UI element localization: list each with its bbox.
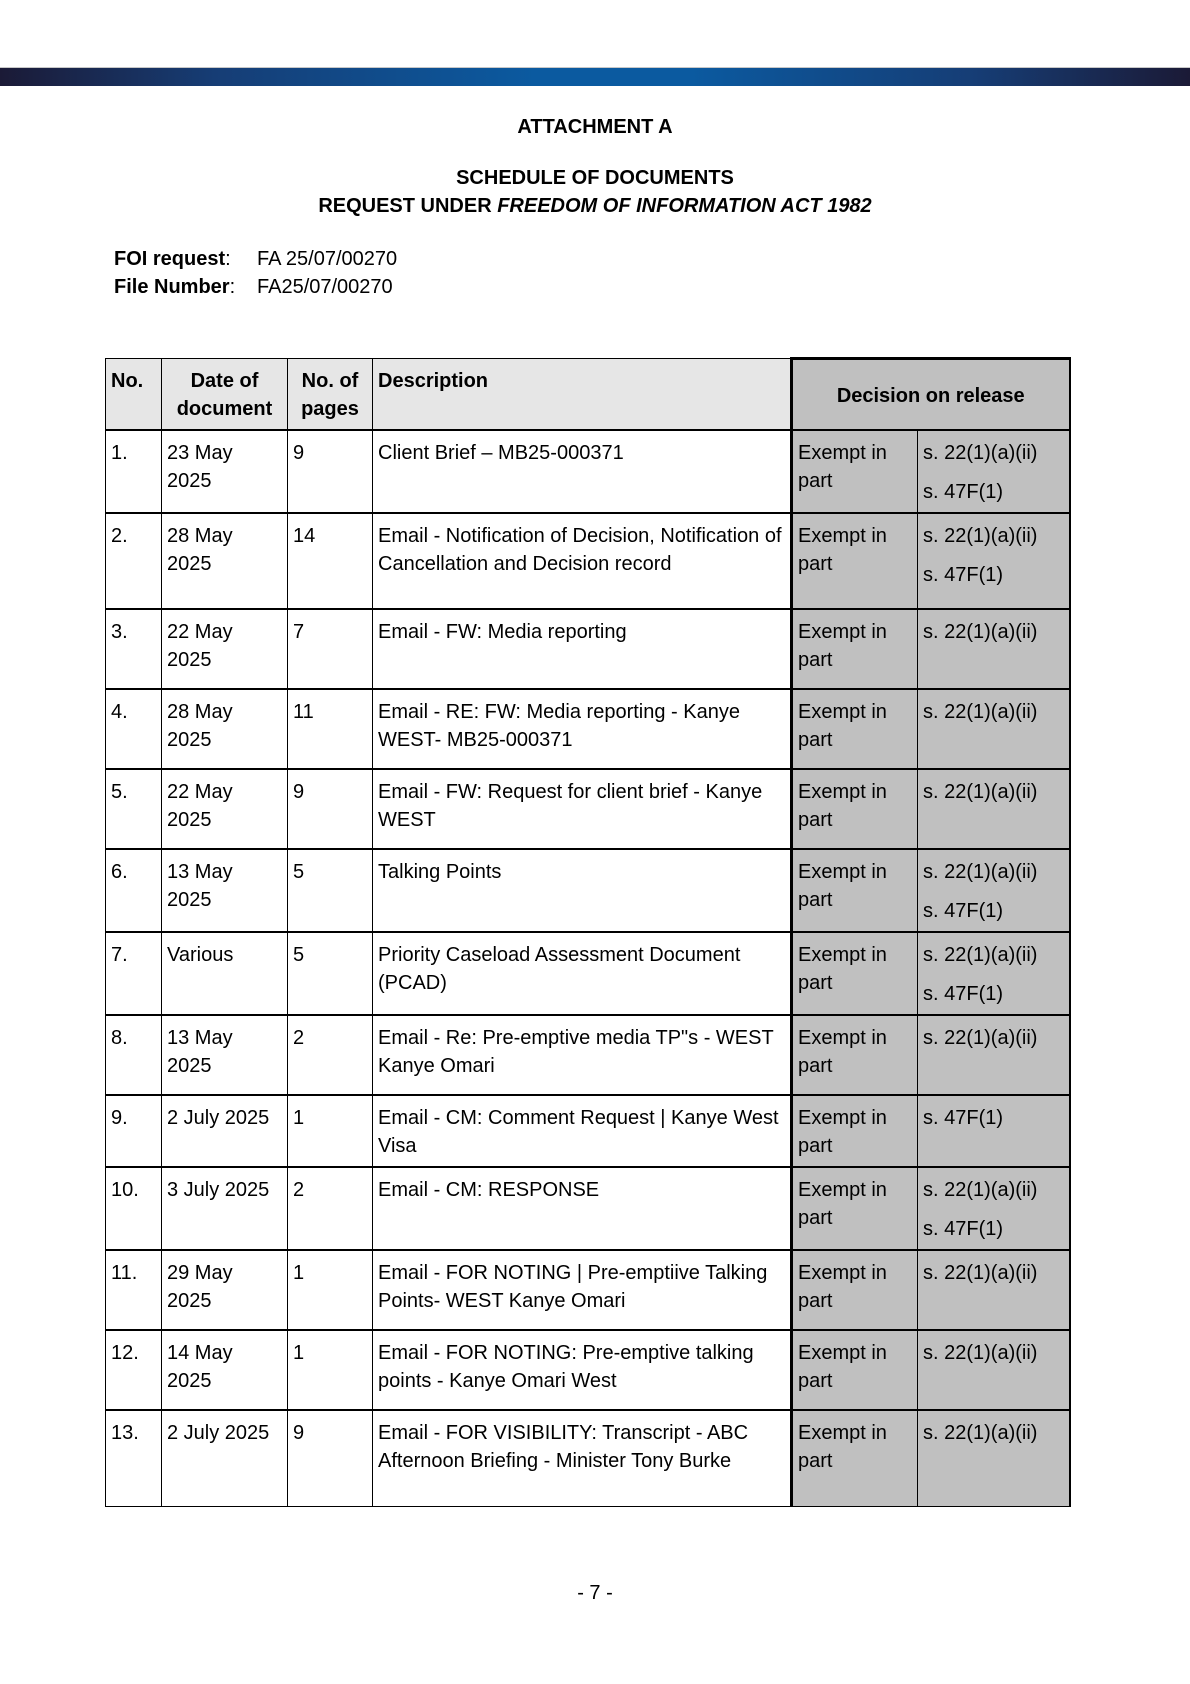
header-date: Date of document — [162, 359, 288, 431]
cell-no: 6. — [106, 849, 162, 932]
table-row — [106, 513, 1070, 609]
table-body — [106, 430, 1070, 1506]
cell-date: 3 July 2025 — [162, 1167, 288, 1250]
cell-decision: Exempt in part — [792, 769, 918, 849]
exemption-ground: s. 22(1)(a)(ii) — [923, 621, 1038, 643]
cell-no: 8. — [106, 1015, 162, 1095]
table-row — [106, 932, 1070, 1015]
file-number-value: FA25/07/00270 — [257, 276, 393, 298]
cell-date: 23 May 2025 — [162, 430, 288, 513]
cell-date: 22 May 2025 — [162, 769, 288, 849]
cell-decision: Exempt in part — [792, 932, 918, 1015]
cell-date: 2 July 2025 — [162, 1095, 288, 1167]
cell-description: Email - CM: RESPONSE — [373, 1167, 792, 1250]
file-number-label: File Number — [114, 276, 230, 298]
exemption-ground: s. 22(1)(a)(ii) — [923, 525, 1038, 547]
table-row — [106, 1095, 1070, 1167]
cell-pages: 14 — [288, 513, 373, 609]
cell-date: 13 May 2025 — [162, 849, 288, 932]
cell-pages: 9 — [288, 1410, 373, 1506]
cell-date: 29 May 2025 — [162, 1250, 288, 1330]
cell-no: 5. — [106, 769, 162, 849]
exemption-ground: s. 22(1)(a)(ii) — [923, 1422, 1038, 1444]
exemption-ground: s. 22(1)(a)(ii) — [923, 781, 1038, 803]
cell-date: Various — [162, 932, 288, 1015]
cell-pages: 1 — [288, 1095, 373, 1167]
exemption-ground: s. 22(1)(a)(ii) — [923, 442, 1038, 464]
cell-decision: Exempt in part — [792, 609, 918, 689]
cell-pages: 1 — [288, 1330, 373, 1410]
cell-description: Email - FOR NOTING | Pre-emptiive Talking Points- WEST Kanye Omari — [373, 1250, 792, 1330]
cell-no: 1. — [106, 430, 162, 513]
request-act: FREEDOM OF INFORMATION ACT 1982 — [497, 195, 872, 217]
cell-description: Email - FOR VISIBILITY: Transcript - ABC Afternoon Briefing - Minister Tony Burke — [373, 1410, 792, 1506]
cell-grounds — [918, 849, 1070, 932]
schedule-title: SCHEDULE OF DOCUMENTS — [456, 167, 734, 189]
cell-pages: 9 — [288, 430, 373, 513]
file-number-line: File Number: FA25/07/00270 — [114, 276, 393, 298]
table-row — [106, 609, 1070, 689]
schedule-table — [105, 357, 1071, 1507]
table-row — [106, 1410, 1070, 1506]
cell-no: 2. — [106, 513, 162, 609]
cell-pages: 5 — [288, 849, 373, 932]
cell-grounds — [918, 1095, 1070, 1167]
cell-grounds — [918, 1330, 1070, 1410]
page-number: - 7 - — [577, 1582, 613, 1604]
table-row — [106, 1167, 1070, 1250]
cell-no: 9. — [106, 1095, 162, 1167]
cell-grounds — [918, 513, 1070, 609]
table-row — [106, 1330, 1070, 1410]
cell-no: 4. — [106, 689, 162, 769]
cell-pages: 5 — [288, 932, 373, 1015]
table-row — [106, 430, 1070, 513]
header-pages: No. of pages — [288, 359, 373, 431]
cell-decision: Exempt in part — [792, 849, 918, 932]
cell-pages: 11 — [288, 689, 373, 769]
cell-pages: 7 — [288, 609, 373, 689]
exemption-ground: s. 47F(1) — [923, 1218, 1004, 1240]
cell-decision: Exempt in part — [792, 1330, 918, 1410]
exemption-ground: s. 22(1)(a)(ii) — [923, 701, 1038, 723]
cell-description: Email - FW: Media reporting — [373, 609, 792, 689]
table-row — [106, 689, 1070, 769]
exemption-ground: s. 22(1)(a)(ii) — [923, 1027, 1038, 1049]
cell-description: Email - CM: Comment Request | Kanye West Visa — [373, 1095, 792, 1167]
cell-date: 13 May 2025 — [162, 1015, 288, 1095]
cell-decision: Exempt in part — [792, 1167, 918, 1250]
cell-description: Priority Caseload Assessment Document (PCAD) — [373, 932, 792, 1015]
exemption-ground: s. 47F(1) — [923, 900, 1004, 922]
table-row — [106, 1015, 1070, 1095]
cell-description: Email - Notification of Decision, Notification of Cancellation and Decision record — [373, 513, 792, 609]
cell-decision: Exempt in part — [792, 1410, 918, 1506]
cell-grounds — [918, 932, 1070, 1015]
attachment-title: ATTACHMENT A — [517, 116, 673, 138]
cell-date: 28 May 2025 — [162, 513, 288, 609]
cell-date: 2 July 2025 — [162, 1410, 288, 1506]
header-no: No. — [106, 359, 162, 431]
cell-date: 22 May 2025 — [162, 609, 288, 689]
cell-pages: 1 — [288, 1250, 373, 1330]
cell-grounds — [918, 1250, 1070, 1330]
cell-no: 7. — [106, 932, 162, 1015]
exemption-ground: s. 47F(1) — [923, 1107, 1004, 1129]
header-band — [0, 67, 1190, 86]
cell-no: 13. — [106, 1410, 162, 1506]
request-prefix: REQUEST UNDER — [318, 195, 498, 217]
exemption-ground: s. 22(1)(a)(ii) — [923, 1342, 1038, 1364]
cell-decision: Exempt in part — [792, 1250, 918, 1330]
exemption-ground: s. 22(1)(a)(ii) — [923, 1179, 1038, 1201]
exemption-ground: s. 22(1)(a)(ii) — [923, 861, 1038, 883]
cell-no: 12. — [106, 1330, 162, 1410]
cell-no: 10. — [106, 1167, 162, 1250]
cell-grounds — [918, 430, 1070, 513]
cell-grounds — [918, 1167, 1070, 1250]
cell-grounds — [918, 689, 1070, 769]
cell-decision: Exempt in part — [792, 1015, 918, 1095]
foi-request-label: FOI request — [114, 248, 226, 270]
cell-description: Talking Points — [373, 849, 792, 932]
exemption-ground: s. 47F(1) — [923, 983, 1004, 1005]
foi-request-value: FA 25/07/00270 — [257, 248, 398, 270]
cell-grounds — [918, 609, 1070, 689]
request-title — [0, 195, 1190, 218]
table-row — [106, 849, 1070, 932]
cell-decision: Exempt in part — [792, 513, 918, 609]
header-decision: Decision on release — [792, 359, 1070, 431]
cell-decision: Exempt in part — [792, 689, 918, 769]
cell-pages: 9 — [288, 769, 373, 849]
cell-description: Client Brief – MB25-000371 — [373, 430, 792, 513]
cell-pages: 2 — [288, 1167, 373, 1250]
cell-grounds — [918, 1015, 1070, 1095]
cell-pages: 2 — [288, 1015, 373, 1095]
exemption-ground: s. 47F(1) — [923, 481, 1004, 503]
exemption-ground: s. 47F(1) — [923, 564, 1004, 586]
cell-grounds — [918, 769, 1070, 849]
cell-description: Email - FW: Request for client brief - Kanye WEST — [373, 769, 792, 849]
header-description: Description — [373, 359, 792, 431]
cell-grounds — [918, 1410, 1070, 1506]
cell-description: Email - FOR NOTING: Pre-emptive talking points - Kanye Omari West — [373, 1330, 792, 1410]
cell-decision: Exempt in part — [792, 430, 918, 513]
cell-date: 14 May 2025 — [162, 1330, 288, 1410]
table-row — [106, 1250, 1070, 1330]
cell-description: Email - Re: Pre-emptive media TP"s - WEST Kanye Omari — [373, 1015, 792, 1095]
cell-no: 3. — [106, 609, 162, 689]
exemption-ground: s. 22(1)(a)(ii) — [923, 1262, 1038, 1284]
foi-request-line: FOI request: FA 25/07/00270 — [114, 248, 398, 270]
exemption-ground: s. 22(1)(a)(ii) — [923, 944, 1038, 966]
cell-decision: Exempt in part — [792, 1095, 918, 1167]
cell-description: Email - RE: FW: Media reporting - Kanye WEST- MB25-000371 — [373, 689, 792, 769]
cell-date: 28 May 2025 — [162, 689, 288, 769]
cell-no: 11. — [106, 1250, 162, 1330]
table-row — [106, 769, 1070, 849]
table-header-row — [106, 359, 1070, 431]
